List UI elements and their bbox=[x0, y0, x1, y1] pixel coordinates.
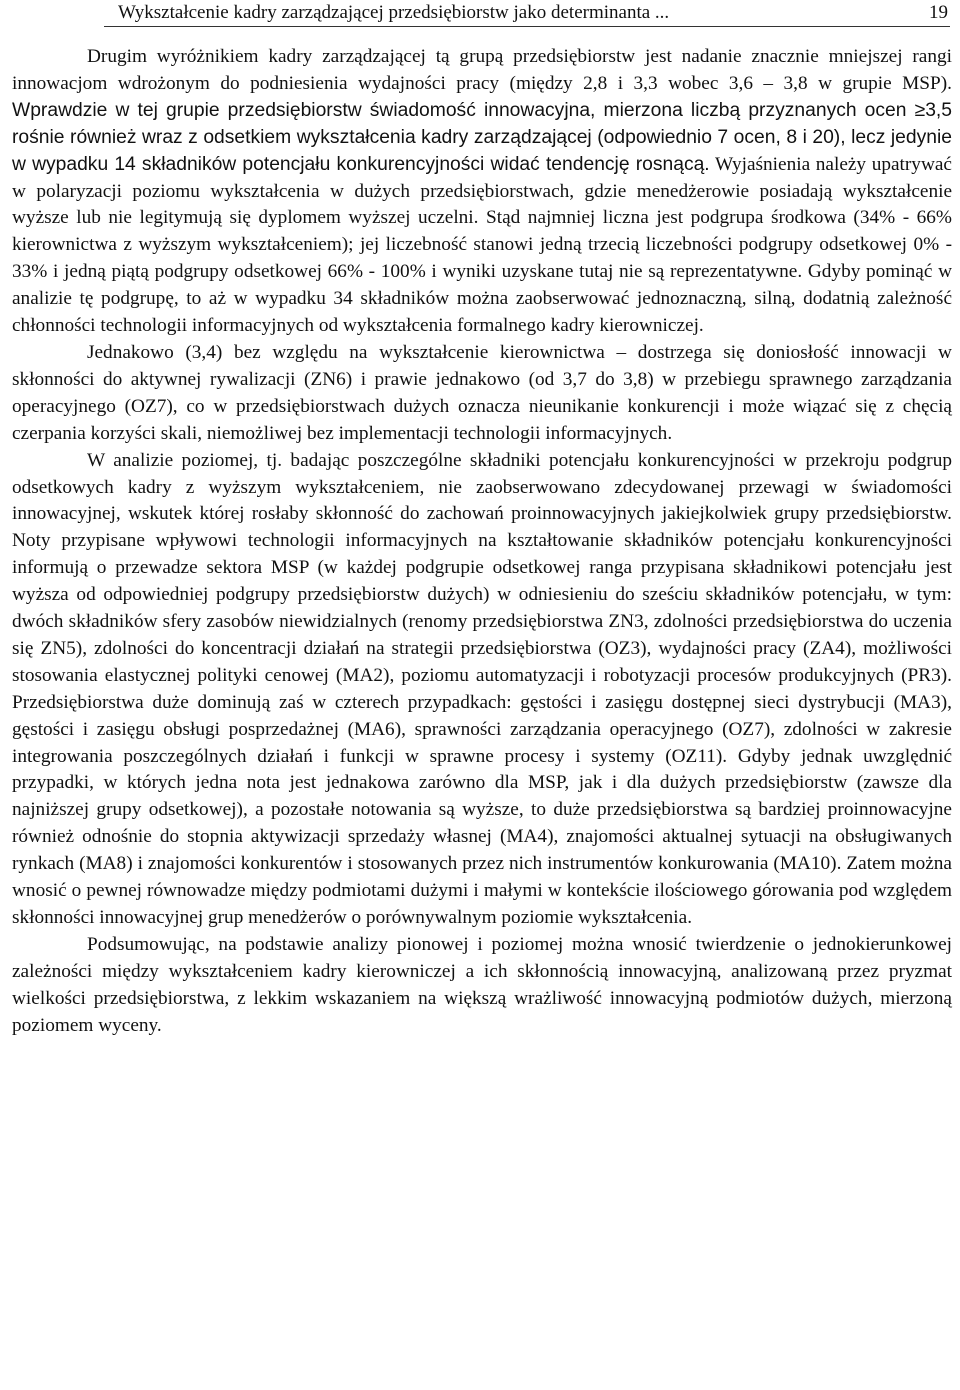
running-header-title: Wykształcenie kadry zarządzającej przedsiębiorstw jako determinanta ... bbox=[118, 2, 670, 23]
paragraph-1-sentence-a: Drugim wyróżnikiem kadry zarządzającej tą grupą przedsiębiorstw jest nadanie znacznie mniejszej rangi innowacjom wdrożonym do podniesienia wydajności pracy (między 2,8 i 3,3 wobec 3,6 – 3,8 w grupie MSP). bbox=[12, 46, 952, 94]
paragraph-1-sentence-b: Wprawdzie w tej grupie przedsiębiorstw świadomość innowacyjna, mierzona liczbą przyznanych ocen ≥3,5 rośnie również wraz z odsetkiem wykształcenia kadry zarządzającej (odpowiednio 7 ocen, 8 i 20), lecz jedynie w wypadku 14 składników potencjału konkurencyjności widać tendencję rosnącą. bbox=[12, 99, 952, 175]
paragraph-2: Jednakowo (3,4) bez względu na wykształcenie kierownictwa – dostrzega się doniosłość innowacji w skłonności do aktywnej rywalizacji (ZN6) i prawie jednakowo (od 3,7 do 3,8) w przebiegu sprawnego zarządzania operacyjnego (OZ7), co w przedsiębiorstwach dużych oznacza nieunikanie konkurencji i może wiązać się z chęcią czerpania korzyści skali, niemożliwej bez implementacji technologii informacyjnych. bbox=[12, 341, 952, 444]
running-header bbox=[104, 4, 950, 27]
paragraph-4: Podsumowując, na podstawie analizy pionowej i poziomej można wnosić twierdzenie o jednokierunkowej zależności między wykształceniem kadry kierowniczej a ich skłonnością innowacyjną, analizowaną przez pryzmat wielkości przedsiębiorstwa, z lekkim wskazaniem na większą wrażliwość innowacyjną podmiotów dużych, mierzoną poziomem wyceny. bbox=[12, 933, 952, 1036]
paragraph-3: W analizie poziomej, tj. badając poszczególne składniki potencjału konkurencyjności w przekroju podgrup odsetkowych kadry z wyższym wykształceniem, nie zaobserwowano zdecydowanej przewagi w świadomości innowacyjnej, wskutek której rosłaby skłonność do zachowań proinnowacyjnych jakiejkolwiek grupy przedsiębiorstw. Noty przypisane wpływowi technologii informacyjnych na kształtowanie składników potencjału konkurencyjności informują o przewadze sektora MSP (w każdej podgrupie odsetkowej ranga przypisana składnikowi potencjału jest wyższa od odpowiedniej podgrupy przedsiębiorstw dużych) w odniesieniu do sześciu składników potencjału, w tym: dwóch składników sfery zasobów niewidzialnych (renomy przedsiębiorstwa ZN3, zdolności przedsiębiorstwa do uczenia się ZN5), zdolności do koncentracji działań na strategii przedsiębiorstwa (OZ3), wydajności pracy (ZA4), możliwości stosowania elastycznej polityki cenowej (MA2), poziomu automatyzacji i robotyzacji procesów produkcyjnych (PR3). Przedsiębiorstwa duże dominują zaś w czterech przypadkach: gęstości i zasięgu dostępnej sieci dystrybucji (MA3), gęstości i zasięgu obsługi posprzedażnej (MA6), sprawności zarządzania operacyjnego (OZ7), zdolności w zakresie integrowania poszczególnych działań i funkcji w sprawne procesy i systemy (OZ11). Gdyby jednak uwzględnić przypadki, w których jedna nota jest jednakowa zarówno dla MSP, jak i dla dużych przedsiębiorstw (zawsze dla najniższej grupy odsetkowej), a pozostałe notowania są wyższe, to duże przedsiębiorstwa są bardziej proinnowacyjne również odnośnie do stopnia aktywizacji sprzedaży własnej (MA4), znajomości aktualnej sytuacji na obsługiwanych rynkach (MA8) i znajomości konkurentów i stosowanych przez nich instrumentów konkurowania (MA10). Zatem można wnosić o pewnej równowadze między podmiotami dużymi i małymi w kontekście ilościowego górowania pod względem skłonności innowacyjnej grup menedżerów o porównywalnym poziomie wykształcenia. bbox=[12, 449, 952, 928]
page-number: 19 bbox=[929, 2, 948, 23]
paragraph-1-sentence-c: Wyjaśnienia należy upatrywać w polaryzacji poziomu wykształcenia w dużych przedsiębiorstwach, gdzie menedżerowie posiadają wykształcenie wyższe lub nie legitymują się dyplomem wyższej uczelni. Stąd najmniej liczna jest podgrupa środkowa (34% - 66% kierownictwa z wyższym wykształceniem); jej liczebność stanowi jedną trzecią liczebności podgrupy odsetkowej 0% - 33% i jedną piątą podgrupy odsetkowej 66% - 100% i wyniki uzyskane tutaj nie są reprezentatywne. Gdyby pominąć w analizie tę podgrupę, to aż w wypadku 34 składników można zaobserwować jednoznaczną, silną, dodatnią zależność chłonności technologii informacyjnych od wykształcenia formalnego kadry kierowniczej. bbox=[12, 153, 952, 337]
paragraph-1 bbox=[12, 44, 952, 340]
body-text bbox=[12, 44, 952, 1040]
